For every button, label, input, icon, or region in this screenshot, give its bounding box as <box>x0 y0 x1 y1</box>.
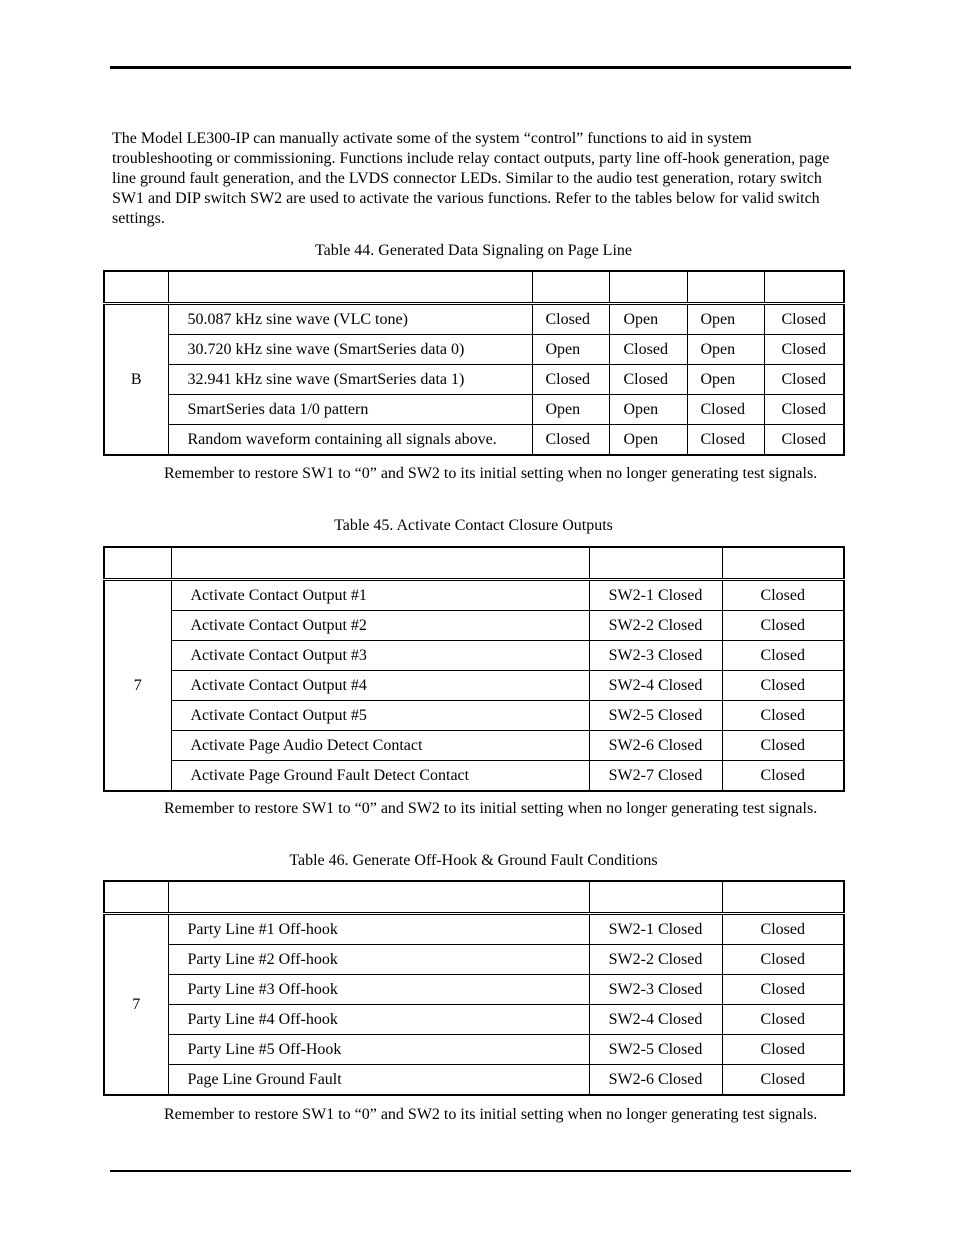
value-cell: Open <box>687 365 764 395</box>
header-cell <box>104 547 171 580</box>
switch-cell: SW2-1 Closed <box>589 580 722 611</box>
table-row <box>104 914 844 945</box>
switch-cell: SW2-4 Closed <box>589 671 722 701</box>
desc-cell: Activate Contact Output #4 <box>171 671 589 701</box>
value-cell: Closed <box>764 425 844 456</box>
group-cell: 7 <box>104 914 168 1096</box>
header-cell <box>764 271 844 304</box>
value-cell: Closed <box>764 304 844 335</box>
value-cell: Open <box>532 395 609 425</box>
state-cell: Closed <box>722 641 844 671</box>
desc-cell: Activate Contact Output #2 <box>171 611 589 641</box>
desc-cell: Party Line #3 Off-hook <box>168 975 589 1005</box>
desc-cell: 32.941 kHz sine wave (SmartSeries data 1) <box>168 365 532 395</box>
table-row <box>104 425 844 456</box>
value-cell: Closed <box>532 365 609 395</box>
table-row <box>104 1035 844 1065</box>
table-45-note: Remember to restore SW1 to “0” and SW2 to its initial setting when no longer generating test signals. <box>164 800 818 817</box>
value-cell: Closed <box>764 365 844 395</box>
table-header-row <box>104 881 844 914</box>
table-46-note: Remember to restore SW1 to “0” and SW2 to its initial setting when no longer generating test signals. <box>164 1106 818 1123</box>
header-cell <box>104 271 168 304</box>
header-cell <box>168 271 532 304</box>
desc-cell: Activate Contact Output #5 <box>171 701 589 731</box>
state-cell: Closed <box>722 945 844 975</box>
switch-cell: SW2-6 Closed <box>589 731 722 761</box>
table-46 <box>103 880 845 1096</box>
header-cell <box>722 881 844 914</box>
state-cell: Closed <box>722 1065 844 1096</box>
value-cell: Closed <box>687 395 764 425</box>
desc-cell: Party Line #4 Off-hook <box>168 1005 589 1035</box>
value-cell: Open <box>532 335 609 365</box>
intro-paragraph: The Model LE300-IP can manually activate some of the system “control” functions to aid in system troubleshooting or commissioning. Functions include relay contact outputs, party line off-hook generation, page line ground fault generation, and the LVDS connector LEDs. Similar to the audio test generation, rotary switch SW1 and DIP switch SW2 are used to activate the various functions. Refer to the tables below for valid switch settings. <box>112 130 830 227</box>
table-row <box>104 335 844 365</box>
group-cell: B <box>104 304 168 456</box>
value-cell: Closed <box>609 365 687 395</box>
table-row <box>104 701 844 731</box>
table-row <box>104 945 844 975</box>
desc-cell: 50.087 kHz sine wave (VLC tone) <box>168 304 532 335</box>
table-row <box>104 1005 844 1035</box>
value-cell: Closed <box>532 304 609 335</box>
desc-cell: Activate Contact Output #3 <box>171 641 589 671</box>
table-row <box>104 761 844 792</box>
value-cell: Closed <box>532 425 609 456</box>
value-cell: Closed <box>764 395 844 425</box>
table-row <box>104 304 844 335</box>
desc-cell: SmartSeries data 1/0 pattern <box>168 395 532 425</box>
value-cell: Closed <box>687 425 764 456</box>
switch-cell: SW2-1 Closed <box>589 914 722 945</box>
header-cell <box>687 271 764 304</box>
desc-cell: Party Line #1 Off-hook <box>168 914 589 945</box>
switch-cell: SW2-7 Closed <box>589 761 722 792</box>
switch-cell: SW2-5 Closed <box>589 1035 722 1065</box>
table-header-row <box>104 547 844 580</box>
value-cell: Open <box>687 335 764 365</box>
value-cell: Open <box>609 425 687 456</box>
table-45 <box>103 546 845 792</box>
switch-cell: SW2-2 Closed <box>589 611 722 641</box>
header-cell <box>532 271 609 304</box>
table-row <box>104 365 844 395</box>
value-cell: Closed <box>609 335 687 365</box>
state-cell: Closed <box>722 761 844 792</box>
switch-cell: SW2-4 Closed <box>589 1005 722 1035</box>
value-cell: Open <box>609 304 687 335</box>
header-cell <box>104 881 168 914</box>
state-cell: Closed <box>722 611 844 641</box>
switch-cell: SW2-5 Closed <box>589 701 722 731</box>
state-cell: Closed <box>722 1005 844 1035</box>
state-cell: Closed <box>722 671 844 701</box>
value-cell: Open <box>609 395 687 425</box>
header-cell <box>589 881 722 914</box>
state-cell: Closed <box>722 1035 844 1065</box>
value-cell: Open <box>687 304 764 335</box>
header-rule <box>110 66 851 69</box>
table-row <box>104 641 844 671</box>
switch-cell: SW2-2 Closed <box>589 945 722 975</box>
state-cell: Closed <box>722 701 844 731</box>
header-cell <box>171 547 589 580</box>
desc-cell: 30.720 kHz sine wave (SmartSeries data 0) <box>168 335 532 365</box>
table-row <box>104 611 844 641</box>
desc-cell: Party Line #5 Off-Hook <box>168 1035 589 1065</box>
desc-cell: Activate Contact Output #1 <box>171 580 589 611</box>
header-cell <box>609 271 687 304</box>
footer-rule <box>110 1170 851 1172</box>
group-cell: 7 <box>104 580 171 792</box>
switch-cell: SW2-6 Closed <box>589 1065 722 1096</box>
table-44 <box>103 270 845 456</box>
table-row <box>104 1065 844 1096</box>
table-header-row <box>104 271 844 304</box>
table-45-caption: Table 45. Activate Contact Closure Outputs <box>334 517 613 534</box>
desc-cell: Party Line #2 Off-hook <box>168 945 589 975</box>
switch-cell: SW2-3 Closed <box>589 975 722 1005</box>
table-row <box>104 671 844 701</box>
table-row <box>104 731 844 761</box>
state-cell: Closed <box>722 975 844 1005</box>
desc-cell: Activate Page Audio Detect Contact <box>171 731 589 761</box>
table-44-caption: Table 44. Generated Data Signaling on Page Line <box>315 242 632 259</box>
value-cell: Closed <box>764 335 844 365</box>
desc-cell: Random waveform containing all signals above. <box>168 425 532 456</box>
table-row <box>104 395 844 425</box>
table-row <box>104 975 844 1005</box>
table-46-caption: Table 46. Generate Off-Hook & Ground Fault Conditions <box>289 852 658 869</box>
table-44-note: Remember to restore SW1 to “0” and SW2 to its initial setting when no longer generating test signals. <box>164 465 818 482</box>
table-row <box>104 580 844 611</box>
header-cell <box>589 547 722 580</box>
desc-cell: Page Line Ground Fault <box>168 1065 589 1096</box>
header-cell <box>722 547 844 580</box>
state-cell: Closed <box>722 914 844 945</box>
state-cell: Closed <box>722 731 844 761</box>
desc-cell: Activate Page Ground Fault Detect Contact <box>171 761 589 792</box>
state-cell: Closed <box>722 580 844 611</box>
switch-cell: SW2-3 Closed <box>589 641 722 671</box>
header-cell <box>168 881 589 914</box>
